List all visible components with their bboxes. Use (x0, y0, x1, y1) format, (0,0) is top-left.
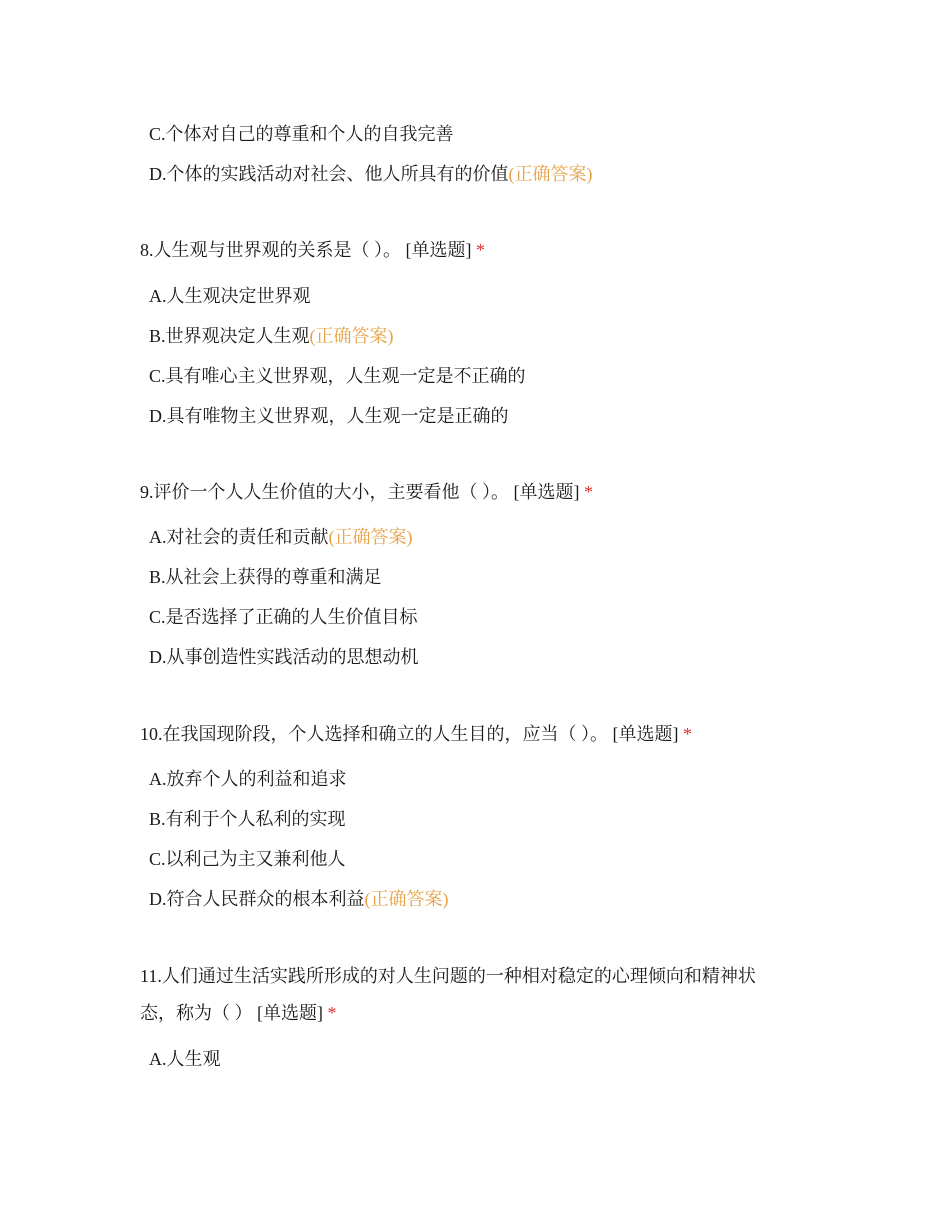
question-text-continued: 态，称为（ ） (140, 1003, 253, 1023)
option-text: C.个体对自己的尊重和个人的自我完善 (149, 124, 454, 144)
option-text: A.人生观决定世界观 (149, 286, 311, 306)
question-10-option-c (149, 848, 346, 870)
question-9-option-d (149, 646, 419, 668)
question-11-stem-line2 (140, 1002, 337, 1024)
required-mark: * (584, 482, 593, 502)
question-7-option-d (149, 163, 593, 185)
question-10-option-a (149, 768, 347, 790)
question-9-stem (140, 481, 593, 503)
question-text: 10.在我国现阶段，个人选择和确立的人生目的，应当（ ）。 (140, 724, 608, 744)
question-8-option-c (149, 365, 526, 387)
question-8-option-a (149, 285, 311, 307)
question-10-option-b (149, 808, 346, 830)
option-text: D.个体的实践活动对社会、他人所具有的价值 (149, 164, 509, 184)
correct-answer-mark: (正确答案) (508, 164, 593, 184)
question-9-option-c (149, 606, 418, 628)
required-mark: * (476, 240, 485, 260)
question-7-option-c (149, 123, 454, 145)
question-type-label: [单选题] (257, 1003, 323, 1023)
option-text: D.从事创造性实践活动的思想动机 (149, 647, 419, 667)
question-text: 11.人们通过生活实践所形成的对人生问题的一种相对稳定的心理倾向和精神状 (140, 966, 756, 986)
question-9-option-b (149, 566, 382, 588)
question-text: 8.人生观与世界观的关系是（ ）。 (140, 240, 401, 260)
option-text: A.对社会的责任和贡献 (149, 527, 329, 547)
correct-answer-mark: (正确答案) (364, 889, 449, 909)
option-text: B.有利于个人私利的实现 (149, 809, 346, 829)
question-type-label: [单选题] (513, 482, 580, 502)
required-mark: * (327, 1003, 337, 1023)
question-8-option-b (149, 325, 394, 347)
question-8-stem (140, 239, 485, 261)
option-text: C.以利己为主又兼利他人 (149, 849, 346, 869)
question-10-stem (140, 723, 692, 745)
correct-answer-mark: (正确答案) (309, 326, 394, 346)
question-10-option-d (149, 888, 449, 910)
option-text: B.从社会上获得的尊重和满足 (149, 567, 382, 587)
correct-answer-mark: (正确答案) (328, 527, 413, 547)
question-text: 9.评价一个人人生价值的大小，主要看他（ ）。 (140, 482, 509, 502)
question-9-option-a (149, 526, 413, 548)
required-mark: * (683, 724, 692, 744)
option-text: C.是否选择了正确的人生价值目标 (149, 607, 418, 627)
option-text: B.世界观决定人生观 (149, 326, 310, 346)
option-text: D.符合人民群众的根本利益 (149, 889, 365, 909)
question-type-label: [单选题] (612, 724, 679, 744)
question-11-option-a (149, 1048, 221, 1070)
option-text: D.具有唯物主义世界观，人生观一定是正确的 (149, 406, 509, 426)
option-text: C.具有唯心主义世界观，人生观一定是不正确的 (149, 366, 526, 386)
question-8-option-d (149, 405, 509, 427)
question-11-stem (140, 965, 756, 987)
option-text: A.放弃个人的利益和追求 (149, 769, 347, 789)
option-text: A.人生观 (149, 1049, 221, 1069)
question-type-label: [单选题] (405, 240, 472, 260)
